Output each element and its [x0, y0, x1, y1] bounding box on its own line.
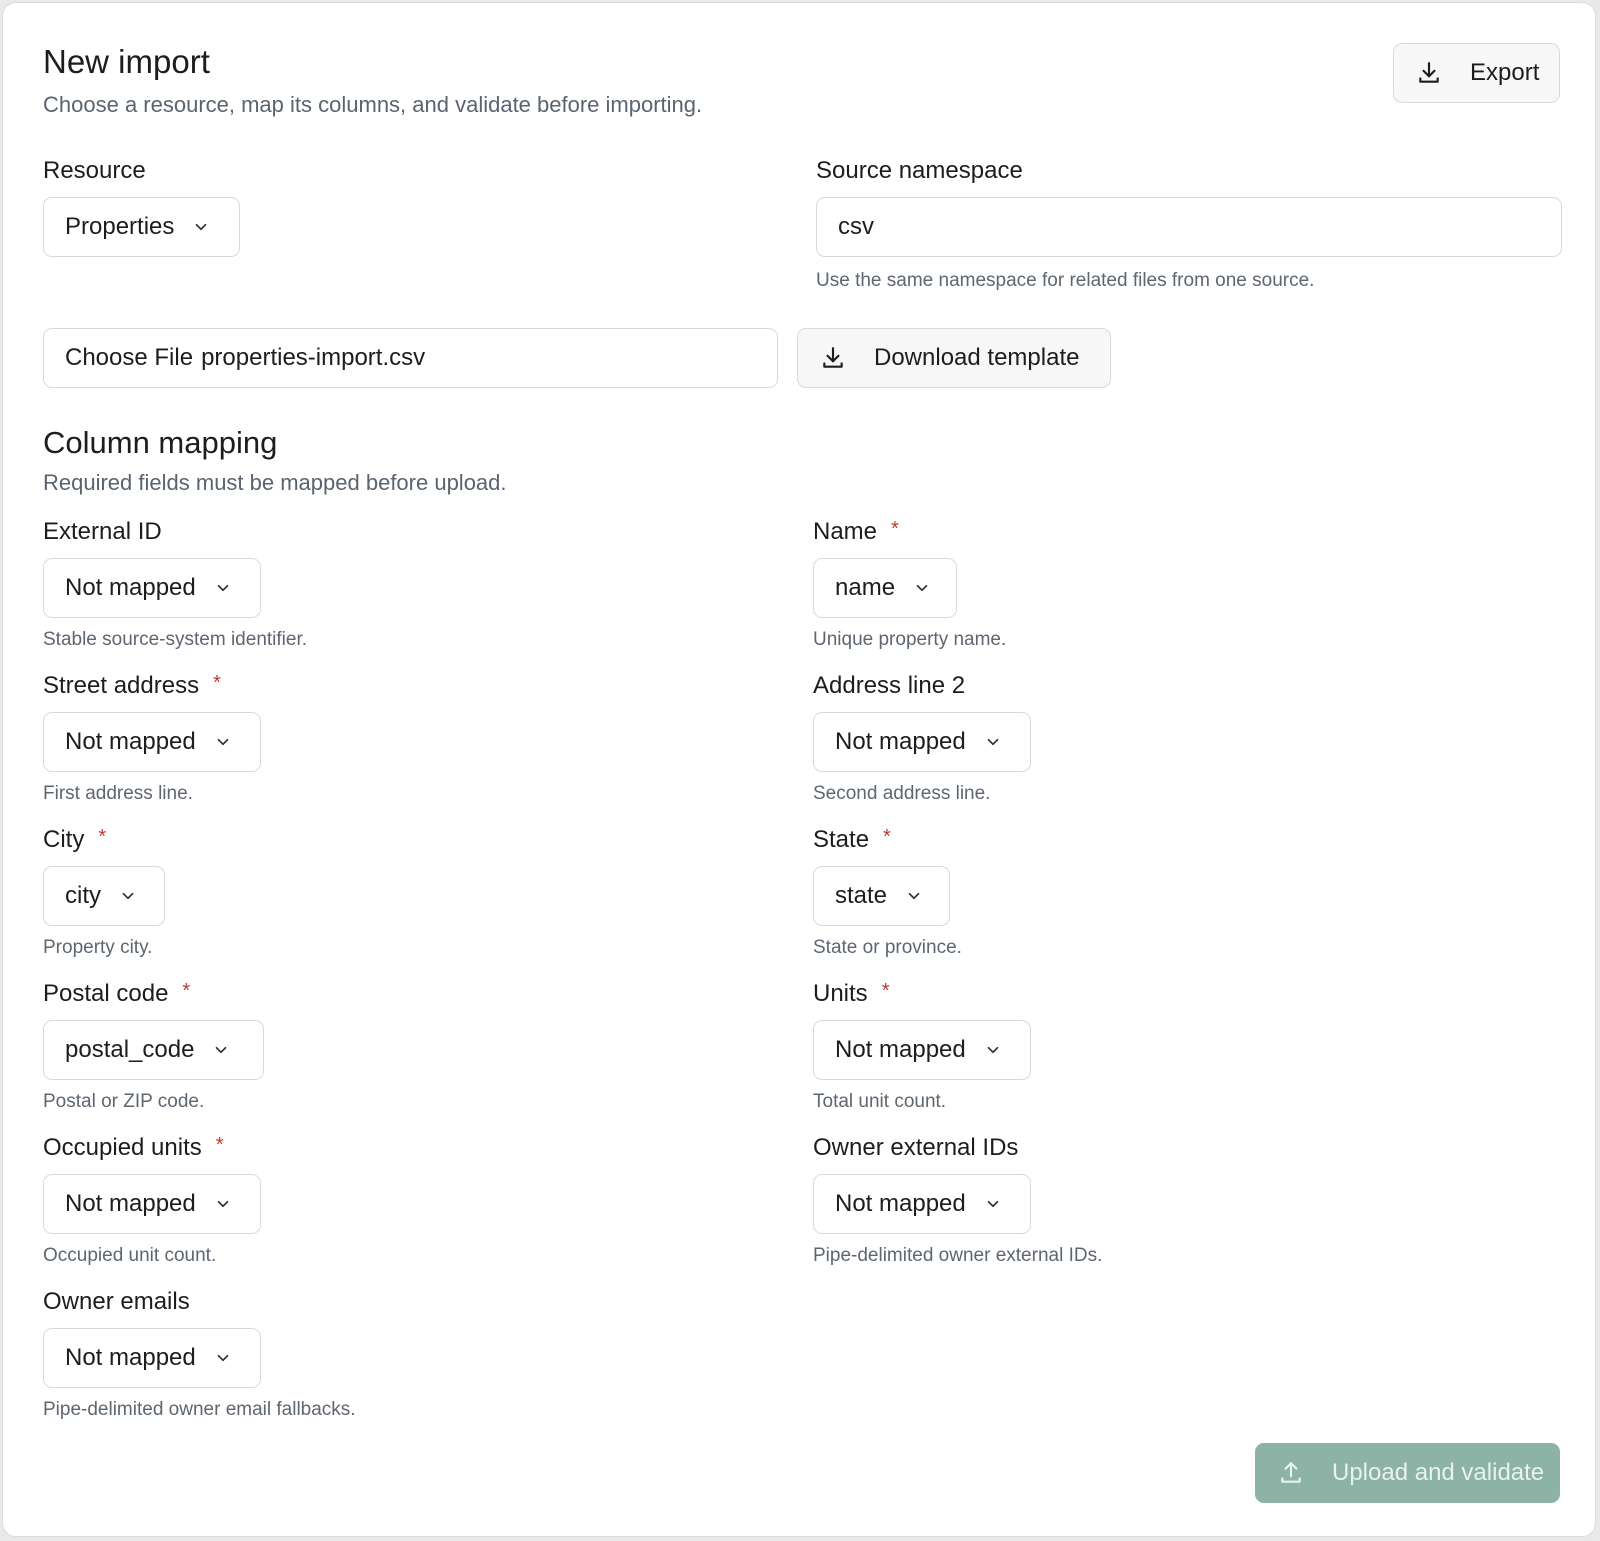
field-help-city: Property city. — [43, 937, 153, 958]
chevron-down-icon — [984, 1195, 1002, 1213]
required-marker: * — [213, 672, 221, 694]
field-label-state: State * — [813, 826, 891, 853]
file-name: properties-import.csv — [201, 344, 426, 371]
resource-label: Resource — [43, 157, 146, 184]
page-title: New import — [43, 43, 210, 80]
chevron-down-icon — [214, 733, 232, 751]
mapping-select-owner-emails[interactable] — [43, 1328, 261, 1388]
select-value: postal_code — [65, 1036, 195, 1063]
required-marker: * — [215, 1134, 224, 1156]
chevron-down-icon — [119, 887, 137, 905]
field-help-occupied-units: Occupied unit count. — [43, 1245, 217, 1266]
select-value: Not mapped — [65, 728, 196, 755]
file-input[interactable] — [43, 328, 778, 388]
field-help-postal-code: Postal or ZIP code. — [43, 1091, 205, 1112]
resource-select-value: Properties — [65, 213, 175, 240]
required-marker: * — [98, 826, 107, 848]
resource-select[interactable] — [43, 197, 240, 257]
field-label-units: Units * — [813, 980, 890, 1007]
chevron-down-icon — [913, 579, 931, 597]
upload-icon — [1278, 1460, 1304, 1486]
namespace-label: Source namespace — [816, 157, 1023, 184]
field-label-postal-code: Postal code * — [43, 980, 191, 1007]
mapping-select-units[interactable] — [813, 1020, 1031, 1080]
required-marker: * — [891, 518, 899, 540]
field-label-owner-external-ids: Owner external IDs — [813, 1134, 1019, 1161]
chevron-down-icon — [214, 579, 232, 597]
download-template-button[interactable] — [797, 328, 1111, 388]
field-label-city: City * — [43, 826, 107, 853]
required-marker: * — [182, 980, 191, 1002]
mapping-select-street-address[interactable] — [43, 712, 261, 772]
field-label-external-id: External ID — [43, 518, 162, 545]
field-label-street-address: Street address * — [43, 672, 221, 699]
export-button-label: Export — [1470, 59, 1540, 86]
section-title: Column mapping — [43, 425, 278, 460]
select-value: city — [65, 882, 101, 909]
export-button[interactable] — [1393, 43, 1560, 103]
required-marker: * — [881, 980, 890, 1002]
chevron-down-icon — [984, 733, 1002, 751]
mapping-select-state[interactable] — [813, 866, 950, 926]
select-value: Not mapped — [65, 1344, 196, 1371]
field-help-street-address: First address line. — [43, 783, 193, 804]
namespace-help: Use the same namespace for related files from one source. — [816, 270, 1315, 291]
import-card — [2, 2, 1596, 1537]
select-value: Not mapped — [835, 1190, 966, 1217]
select-value: Not mapped — [835, 1036, 966, 1063]
mapping-select-owner-external-ids[interactable] — [813, 1174, 1031, 1234]
mapping-select-name[interactable] — [813, 558, 957, 618]
field-help-address-line-2: Second address line. — [813, 783, 991, 804]
field-help-name: Unique property name. — [813, 629, 1007, 650]
mapping-select-city[interactable] — [43, 866, 165, 926]
field-label-owner-emails: Owner emails — [43, 1288, 190, 1315]
chevron-down-icon — [212, 1041, 230, 1059]
section-subtitle: Required fields must be mapped before upload. — [43, 470, 507, 495]
chevron-down-icon — [214, 1349, 232, 1367]
select-value: Not mapped — [65, 574, 196, 601]
field-help-external-id: Stable source-system identifier. — [43, 629, 308, 650]
field-label-name: Name * — [813, 518, 899, 545]
chevron-down-icon — [192, 218, 210, 236]
required-marker: * — [883, 826, 891, 848]
page-subtitle: Choose a resource, map its columns, and validate before importing. — [43, 92, 703, 117]
select-value: state — [835, 882, 888, 909]
download-template-label: Download template — [874, 344, 1080, 371]
mapping-select-external-id[interactable] — [43, 558, 261, 618]
download-icon — [820, 345, 846, 371]
namespace-input-value: csv — [838, 213, 874, 240]
field-label-address-line-2: Address line 2 — [813, 672, 966, 699]
download-icon — [1416, 60, 1442, 86]
upload-button-label: Upload and validate — [1332, 1459, 1545, 1486]
choose-file-button[interactable]: Choose File — [65, 344, 194, 371]
chevron-down-icon — [905, 887, 923, 905]
chevron-down-icon — [214, 1195, 232, 1213]
field-help-owner-external-ids: Pipe-delimited owner external IDs. — [813, 1245, 1103, 1266]
field-help-state: State or province. — [813, 937, 962, 958]
field-help-owner-emails: Pipe-delimited owner email fallbacks. — [43, 1399, 356, 1420]
field-label-occupied-units: Occupied units * — [43, 1134, 224, 1161]
upload-and-validate-button[interactable] — [1255, 1443, 1560, 1503]
namespace-input[interactable] — [816, 197, 1562, 257]
mapping-select-address-line-2[interactable] — [813, 712, 1031, 772]
chevron-down-icon — [984, 1041, 1002, 1059]
select-value: Not mapped — [65, 1190, 196, 1217]
mapping-select-occupied-units[interactable] — [43, 1174, 261, 1234]
field-help-units: Total unit count. — [813, 1091, 947, 1112]
select-value: name — [835, 574, 896, 601]
select-value: Not mapped — [835, 728, 966, 755]
mapping-select-postal-code[interactable] — [43, 1020, 264, 1080]
